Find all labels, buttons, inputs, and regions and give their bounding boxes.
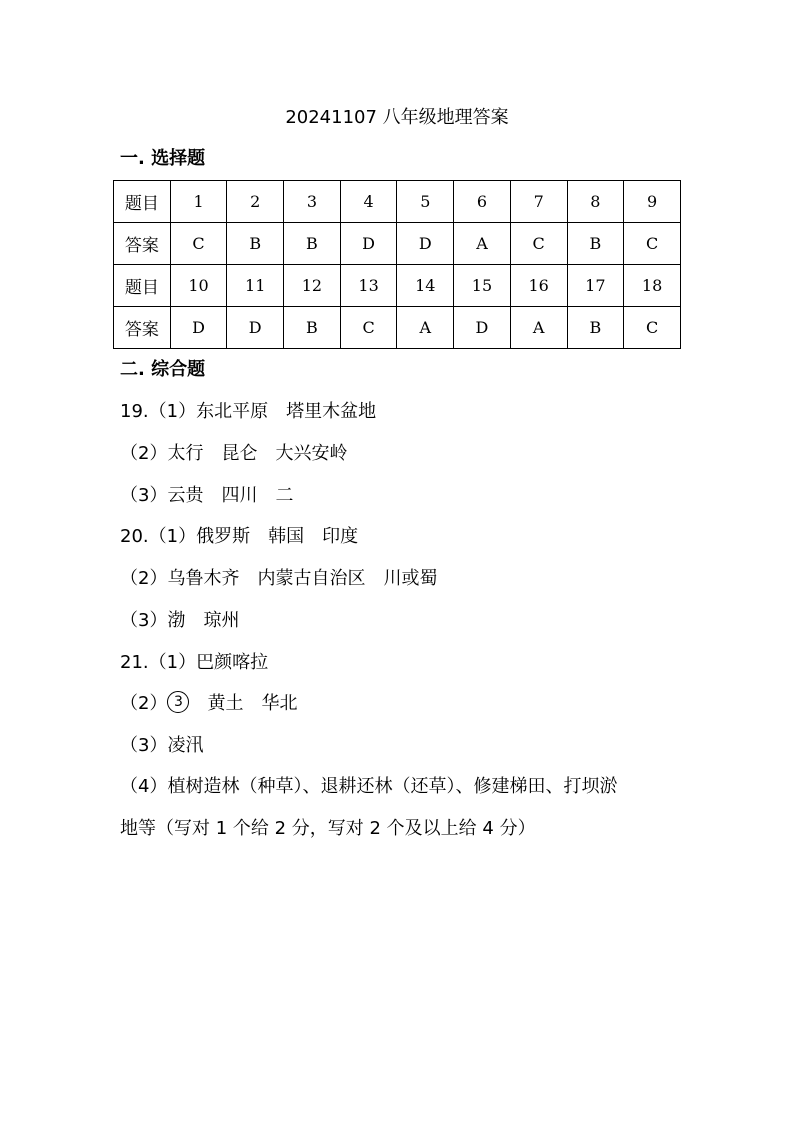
answer-text: 昆仑 [221, 443, 258, 464]
section-heading-multiple-choice: 一. 选择题 [120, 148, 206, 169]
answer-text: 华北 [261, 693, 298, 714]
question-number-cell: 6 [454, 181, 511, 223]
question-number-cell: 12 [284, 265, 341, 307]
answer-table [113, 180, 681, 349]
answer-cell: A [397, 307, 454, 349]
answer-text: 渤 [167, 610, 186, 631]
answer-text: 巴颜喀拉 [196, 652, 269, 673]
answer-text: 韩国 [268, 526, 305, 547]
answer-cell: D [397, 223, 454, 265]
answer-prefix: 21.（1） [120, 652, 197, 673]
answer-text: 凌汛 [167, 735, 204, 756]
question-number-cell: 17 [567, 265, 624, 307]
answer-cell: C [624, 307, 681, 349]
question-number-cell: 11 [227, 265, 284, 307]
answer-text: 川或蜀 [383, 568, 438, 589]
answer-line-20-1 [120, 524, 358, 550]
answer-prefix: （4） [120, 776, 168, 797]
answer-cell: C [510, 223, 567, 265]
answer-cell: B [284, 307, 341, 349]
question-number-cell: 8 [567, 181, 624, 223]
answer-text: 云贵 [167, 485, 204, 506]
answer-cell: C [170, 223, 227, 265]
answer-line-19-1 [120, 399, 376, 425]
answer-text: 乌鲁木齐 [167, 568, 240, 589]
page-title: 20241107 八年级地理答案 [285, 107, 509, 128]
answer-cell: B [567, 223, 624, 265]
table-row-questions-2 [114, 265, 681, 307]
answer-text: 内蒙古自治区 [257, 568, 366, 589]
answer-line-20-3 [120, 608, 239, 634]
answer-text: 黄土 [207, 693, 244, 714]
table-row-label: 答案 [114, 307, 171, 349]
answer-text: 印度 [322, 526, 359, 547]
circled-number: 3 [167, 691, 189, 713]
question-number-cell: 14 [397, 265, 454, 307]
answer-line-21-4-cont [120, 816, 536, 842]
section-heading-comprehensive: 二. 综合题 [120, 359, 206, 380]
answer-text: 塔里木盆地 [286, 401, 377, 422]
answer-text: 俄罗斯 [196, 526, 251, 547]
answer-cell: D [340, 223, 397, 265]
answer-cell: D [227, 307, 284, 349]
answer-text: 四川 [221, 485, 258, 506]
question-number-cell: 3 [284, 181, 341, 223]
answer-prefix: 19.（1） [120, 401, 197, 422]
question-number-cell: 4 [340, 181, 397, 223]
answer-text: 琼州 [203, 610, 240, 631]
table-row-label: 题目 [114, 181, 171, 223]
answer-line-21-3 [120, 733, 203, 759]
question-number-cell: 7 [510, 181, 567, 223]
question-number-cell: 16 [510, 265, 567, 307]
table-row-label: 题目 [114, 265, 171, 307]
answer-cell: A [510, 307, 567, 349]
answer-text: 东北平原 [196, 401, 269, 422]
answer-prefix: （3） [120, 735, 168, 756]
answer-cell: A [454, 223, 511, 265]
question-number-cell: 2 [227, 181, 284, 223]
question-number-cell: 13 [340, 265, 397, 307]
answer-prefix: （3） [120, 485, 168, 506]
question-number-cell: 9 [624, 181, 681, 223]
answer-cell: D [170, 307, 227, 349]
answer-line-21-2 [120, 691, 297, 717]
answer-prefix: （2） [120, 693, 168, 714]
answer-cell: D [454, 307, 511, 349]
answer-cell: B [227, 223, 284, 265]
question-number-cell: 10 [170, 265, 227, 307]
answer-text: 二 [275, 485, 294, 506]
question-number-cell: 15 [454, 265, 511, 307]
question-number-cell: 1 [170, 181, 227, 223]
question-number-cell: 18 [624, 265, 681, 307]
answer-line-21-4 [120, 774, 617, 800]
answer-line-21-1 [120, 650, 268, 676]
answer-line-19-3 [120, 483, 293, 509]
answer-cell: C [340, 307, 397, 349]
table-row-answers-2 [114, 307, 681, 349]
answer-line-20-2 [120, 566, 437, 592]
answer-text: 植树造林（种草）、退耕还林（还草）、修建梯田、打坝淤 [167, 776, 618, 797]
answer-prefix: （2） [120, 443, 168, 464]
answer-cell: B [284, 223, 341, 265]
answer-prefix: （2） [120, 568, 168, 589]
answer-text: 地等（写对 1 个给 2 分，写对 2 个及以上给 4 分） [120, 818, 536, 839]
answer-prefix: （3） [120, 610, 168, 631]
answer-text: 太行 [167, 443, 204, 464]
question-number-cell: 5 [397, 181, 454, 223]
table-row-questions-1 [114, 181, 681, 223]
answer-line-19-2 [120, 441, 347, 467]
answer-cell: B [567, 307, 624, 349]
answer-prefix: 20.（1） [120, 526, 197, 547]
answer-text: 大兴安岭 [275, 443, 348, 464]
answer-cell: C [624, 223, 681, 265]
table-row-label: 答案 [114, 223, 171, 265]
table-row-answers-1 [114, 223, 681, 265]
